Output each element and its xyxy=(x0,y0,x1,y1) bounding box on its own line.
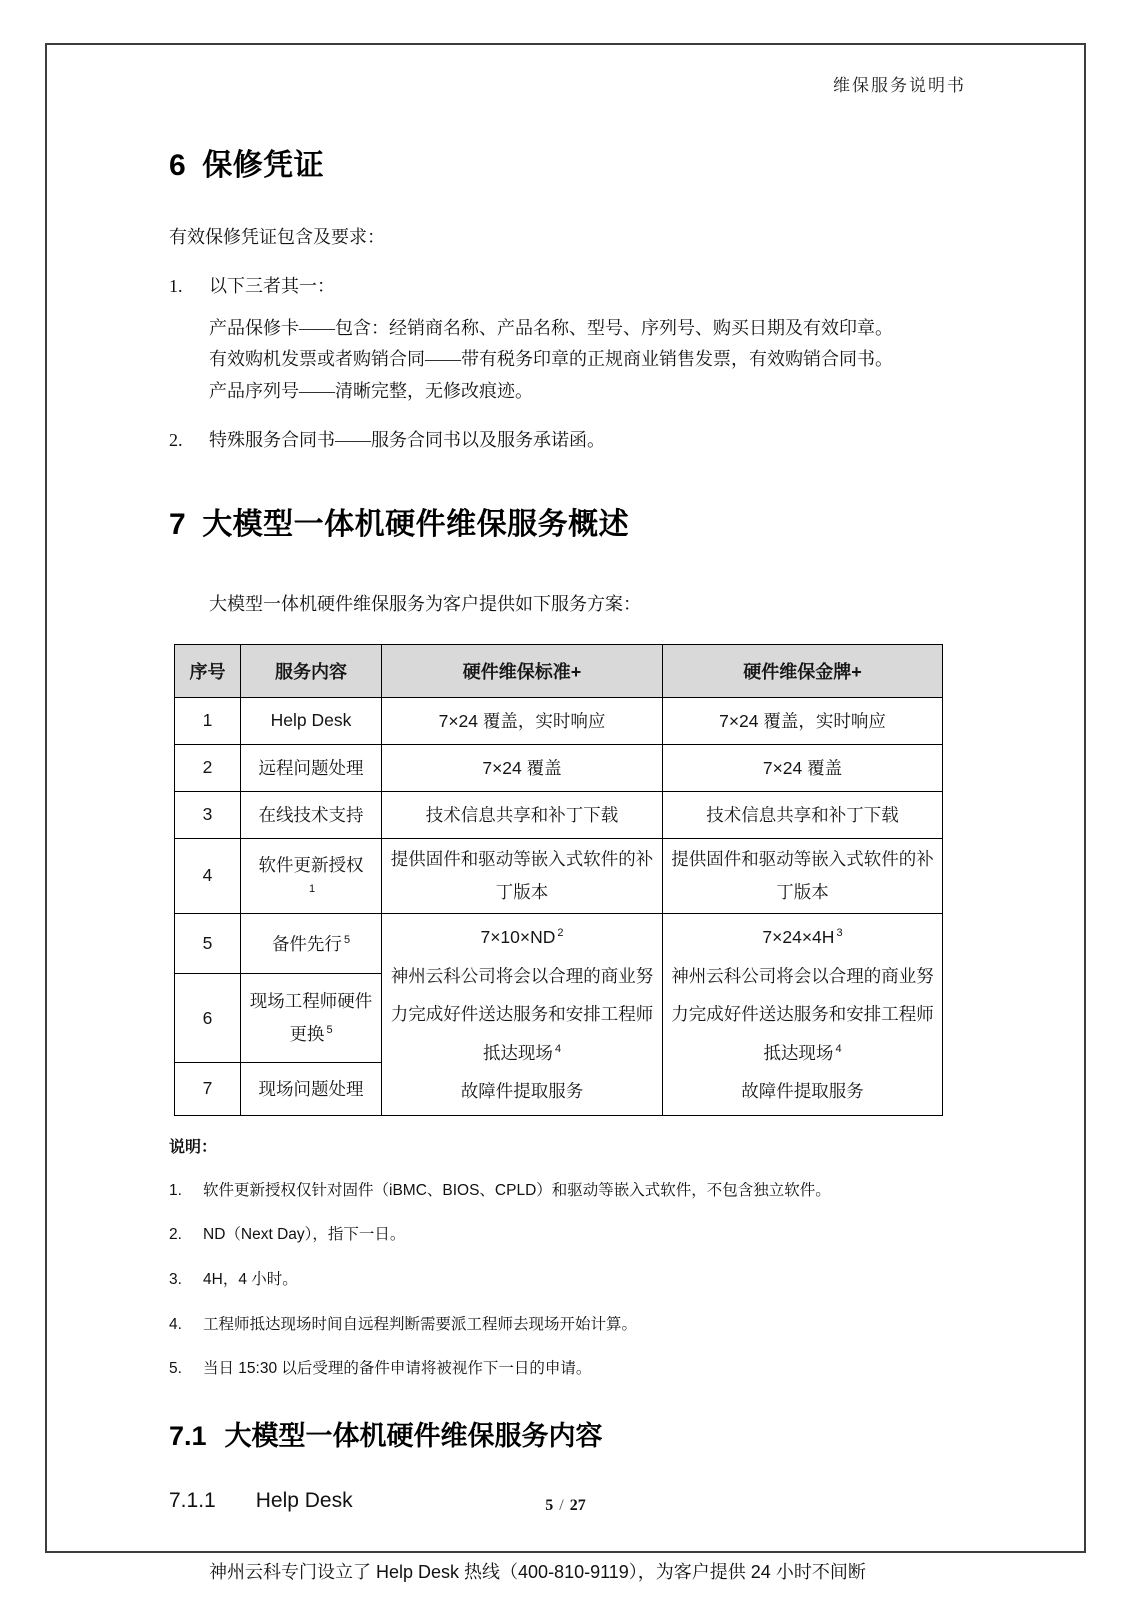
cell-gold: 7×24 覆盖 xyxy=(663,744,943,791)
sla-description: 神州云科公司将会以合理的商业努力完成好件送达服务和安排工程师抵达现场 $^4$ xyxy=(390,965,654,1063)
section-7-1-title: 大模型一体机硬件维保服务内容 xyxy=(224,1421,603,1452)
section-6-heading xyxy=(169,140,966,184)
sla-line: 7×10×ND $^2$ xyxy=(480,927,564,948)
table-header-row xyxy=(175,644,943,697)
section-7-title: 大模型一体机硬件维保服务概述 xyxy=(202,507,630,541)
page-total: 27 xyxy=(569,1497,586,1514)
cell-standard: 7×24 覆盖，实时响应 xyxy=(382,697,663,744)
cell-service-label: 软件更新授权 xyxy=(258,855,364,876)
helpdesk-paragraph: 神州云科专门设立了 Help Desk 热线（400-810-9119），为客户提供 24 小时不间断 xyxy=(209,1562,866,1583)
column-header-index: 序号 xyxy=(175,644,241,697)
note-text: 软件更新授权仅针对固件（iBMC、BIOS、CPLD）和驱动等嵌入式软件，不包含独立软件。 xyxy=(203,1181,831,1199)
cell-service: 现场工程师硬件更换 $^5$ xyxy=(241,974,382,1063)
detail-line: 产品保修卡——包含：经销商名称、产品名称、型号、序列号、购买日期及有效印章。 xyxy=(209,317,893,338)
cell-service-footnote: 1 xyxy=(308,882,316,895)
warranty-list xyxy=(169,273,966,455)
note-number: 5. xyxy=(169,1360,182,1378)
page-number: 5 xyxy=(545,1497,554,1514)
cell-standard-merged xyxy=(382,914,663,1116)
cell-service: 现场问题处理 xyxy=(241,1063,382,1116)
cell-index: 7 xyxy=(175,1063,241,1116)
cell-gold: 7×24 覆盖，实时响应 xyxy=(663,697,943,744)
section-7-1-1-title: Help Desk xyxy=(255,1489,353,1513)
note-text: ND（Next Day），指下一日。 xyxy=(203,1226,406,1244)
table-row xyxy=(175,697,943,744)
notes-label: 说明： xyxy=(169,1138,218,1156)
cell-gold-merged xyxy=(663,914,943,1116)
cell-gold: 技术信息共享和补丁下载 xyxy=(663,791,943,838)
note-number: 2. xyxy=(169,1226,182,1244)
section-7-1-1-number: 7.1.1 xyxy=(169,1489,216,1513)
section-6-title: 保修凭证 xyxy=(202,149,325,182)
page-content xyxy=(47,45,1084,1583)
table-row xyxy=(175,914,943,974)
cell-index: 3 xyxy=(175,791,241,838)
section-7-1-number: 7.1 xyxy=(169,1421,207,1452)
list-item-number: 1. xyxy=(169,276,183,296)
sla-line: 7×24×4H $^3$ xyxy=(762,927,843,948)
section-7-heading xyxy=(169,499,966,543)
cell-service: 备件先行 $^5$ xyxy=(241,914,382,974)
note-item xyxy=(169,1180,966,1202)
detail-line: 产品序列号——清晰完整，无修改痕迹。 xyxy=(209,380,533,401)
table-row xyxy=(175,838,943,914)
page-border-frame xyxy=(45,43,1086,1583)
list-item-text: 以下三者其一： xyxy=(209,276,335,296)
cell-index: 1 xyxy=(175,697,241,744)
list-item xyxy=(169,427,966,455)
service-plan-table xyxy=(174,644,943,1116)
table-row xyxy=(175,744,943,791)
cell-gold: 提供固件和驱动等嵌入式软件的补丁版本 xyxy=(663,838,943,914)
note-text: 工程师抵达现场时间自远程判断需要派工程师去现场开始计算。 xyxy=(203,1315,638,1333)
list-item xyxy=(169,273,966,301)
table-row xyxy=(175,791,943,838)
cell-index: 5 xyxy=(175,914,241,974)
cell-standard: 7×24 覆盖 xyxy=(382,744,663,791)
detail-line: 有效购机发票或者购销合同——带有税务印章的正规商业销售发票，有效购销合同书。 xyxy=(209,349,893,370)
cell-standard: 提供固件和驱动等嵌入式软件的补丁版本 xyxy=(382,838,663,914)
note-text: 当日 15:30 以后受理的备件申请将被视作下一日的申请。 xyxy=(203,1360,592,1378)
sla-description: 神州云科公司将会以合理的商业努力完成好件送达服务和安排工程师抵达现场 $^4$ xyxy=(671,965,934,1063)
note-number: 4. xyxy=(169,1315,182,1333)
cell-service xyxy=(241,838,382,914)
cell-standard: 技术信息共享和补丁下载 xyxy=(382,791,663,838)
section-6-intro: 有效保修凭证包含及要求： xyxy=(169,227,385,247)
note-item xyxy=(169,1314,966,1336)
list-item-text: 特殊服务合同书——服务合同书以及服务承诺函。 xyxy=(209,429,605,450)
notes-list xyxy=(169,1180,966,1380)
note-item xyxy=(169,1358,966,1380)
cell-service: 远程问题处理 xyxy=(241,744,382,791)
cell-index: 6 xyxy=(175,974,241,1063)
note-item xyxy=(169,1269,966,1291)
cell-service: 在线技术支持 xyxy=(241,791,382,838)
note-item xyxy=(169,1224,966,1246)
sla-extra: 故障件提取服务 xyxy=(741,1081,864,1102)
note-number: 3. xyxy=(169,1271,182,1289)
cell-service: Help Desk xyxy=(241,697,382,744)
page-footer xyxy=(47,1497,1084,1515)
column-header-service: 服务内容 xyxy=(241,644,382,697)
column-header-standard-plan: 硬件维保标准+ xyxy=(382,644,663,697)
document-header-title: 维保服务说明书 xyxy=(833,76,966,95)
section-6-number: 6 xyxy=(169,149,187,182)
note-text: 4H，4 小时。 xyxy=(203,1271,298,1289)
list-item-details xyxy=(209,313,966,407)
sla-extra: 故障件提取服务 xyxy=(460,1081,584,1102)
note-number: 1. xyxy=(169,1181,182,1199)
section-7-1-heading xyxy=(169,1414,966,1453)
page-number-separator: / xyxy=(559,1497,564,1514)
cell-index: 2 xyxy=(175,744,241,791)
section-7-intro: 大模型一体机硬件维保服务为客户提供如下服务方案： xyxy=(209,593,641,614)
cell-index: 4 xyxy=(175,838,241,914)
column-header-gold-plan: 硬件维保金牌+ xyxy=(663,644,943,697)
list-item-number: 2. xyxy=(169,429,183,450)
section-7-number: 7 xyxy=(169,507,187,541)
